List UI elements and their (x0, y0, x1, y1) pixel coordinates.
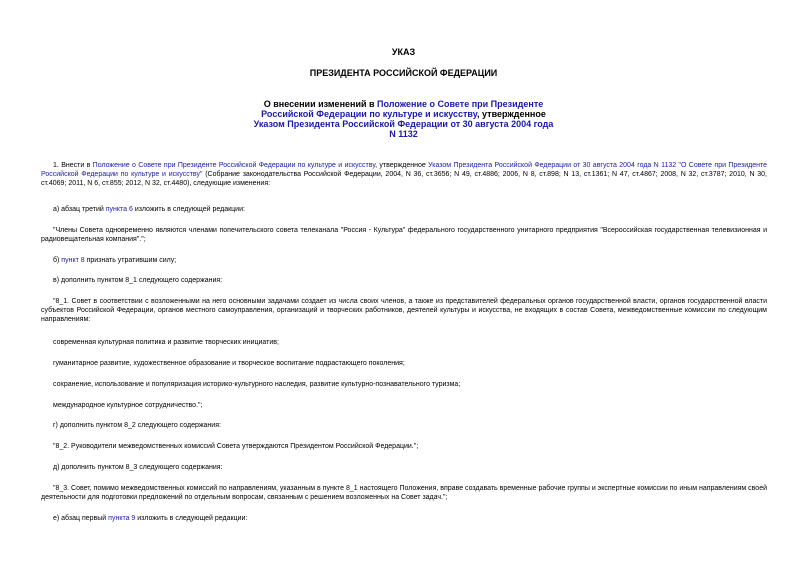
paragraph-3: "Члены Совета одновременно являются членами попечительского совета телеканала "Россия - Культура" федерального государственного унитарного предприятия "Всероссийская государственная телевизионная и радиовещательная компания"."; (41, 227, 767, 243)
paragraph-2 (41, 205, 767, 214)
paragraph-7: современная культурная политика и развитие творческих инициатив; (53, 339, 279, 346)
paragraph-15-text-a: е) абзац первый (53, 515, 109, 522)
paragraph-1 (41, 161, 767, 188)
document-type-heading: УКАЗ (391, 47, 416, 57)
paragraph-1-link-regulation[interactable]: Положение о Совете при Президенте Российской Федерации по культуре и искусству (92, 162, 376, 169)
paragraph-4-text-b: признать утратившим силу; (84, 257, 177, 264)
paragraph-2-text-a: а) абзац третий (53, 206, 106, 213)
title-prefix: О внесении изменений в (263, 99, 378, 109)
paragraph-12: "8_2. Руководители межведомственных комиссий Совета утверждаются Президентом Российской Федерации."; (53, 443, 419, 450)
paragraph-11: г) дополнить пунктом 8_2 следующего содержания: (53, 422, 221, 429)
paragraph-1-text-a: 1. Внести в (53, 162, 93, 169)
paragraph-4-link[interactable]: пункт 8 (61, 257, 85, 264)
issuer-heading: ПРЕЗИДЕНТА РОССИЙСКОЙ ФЕДЕРАЦИИ (309, 68, 498, 78)
paragraph-1-text-b: , утвержденное (375, 162, 429, 169)
title-mid: , утвержденное (477, 109, 546, 119)
paragraph-2-link[interactable]: пункта 6 (105, 206, 133, 213)
paragraph-15-text-b: изложить в следующей редакции: (135, 515, 248, 522)
paragraph-14: "8_3. Совет, помимо межведомственных комиссий по направлениям, указанным в пункте 8_1 настоящего Положения, вправе создавать временные рабочие группы и экспертные комиссии по иным направлениям своей деятельности для подготовки предложений по отдельным вопросам, связанным с решением возложенных на Совет задач."; (41, 485, 767, 501)
paragraph-15 (41, 514, 767, 523)
paragraph-13: д) дополнить пунктом 8_3 следующего содержания: (53, 464, 223, 471)
paragraph-15-link[interactable]: пункта 9 (108, 515, 136, 522)
paragraph-1-text-c: (Собрание законодательства Российской Федерации, 2004, N 36, ст.3656; N 49, ст.4886; 2006, N 8, ст.898; N 13, ст.1361; N 47, ст.4867; 2008, N 32, ст.3787; 2010, N 30, ст.4069; 2011, N 6, ст.855; 2012, N 32, ст.4480), следующие изменения: (41, 171, 767, 187)
paragraph-6: "8_1. Совет в соответствии с возложенными на него основными задачами создает из числа своих членов, а также из представителей федеральных органов государственной власти, органов государственной власти субъектов Российской Федерации, органов местного самоуправления, организаций и творческих работников, деятелей культуры и искусства, не входящих в состав Совета, межведомственные комиссии по следующим направлениям: (41, 298, 767, 323)
paragraph-4-text-a: б) (53, 257, 62, 264)
paragraph-5: в) дополнить пунктом 8_1 следующего содержания: (53, 277, 223, 284)
title-link-regulation[interactable]: Положение о Совете при Президенте Российской Федерации по культуре и искусству (261, 99, 544, 119)
paragraph-9: сохранение, использование и популяризация историко-культурного наследия, развитие культурно-познавательного туризма; (53, 381, 461, 388)
paragraph-8: гуманитарное развитие, художественное образование и творческое воспитание подрастающего поколения; (53, 360, 405, 367)
paragraph-10: международное культурное сотрудничество."; (53, 402, 203, 409)
document-title (0, 99, 807, 139)
title-link-decree[interactable]: Указом Президента Российской Федерации от 30 августа 2004 года N 1132 (253, 119, 554, 139)
paragraph-1-link-decree[interactable]: Указом Президента Российской Федерации от 30 августа 2004 года N 1132 "О Совете при Президенте Российской Федерации по культуре и искусству" (41, 162, 768, 178)
paragraph-2-text-b: изложить в следующей редакции: (132, 206, 245, 213)
paragraph-4 (41, 256, 767, 265)
